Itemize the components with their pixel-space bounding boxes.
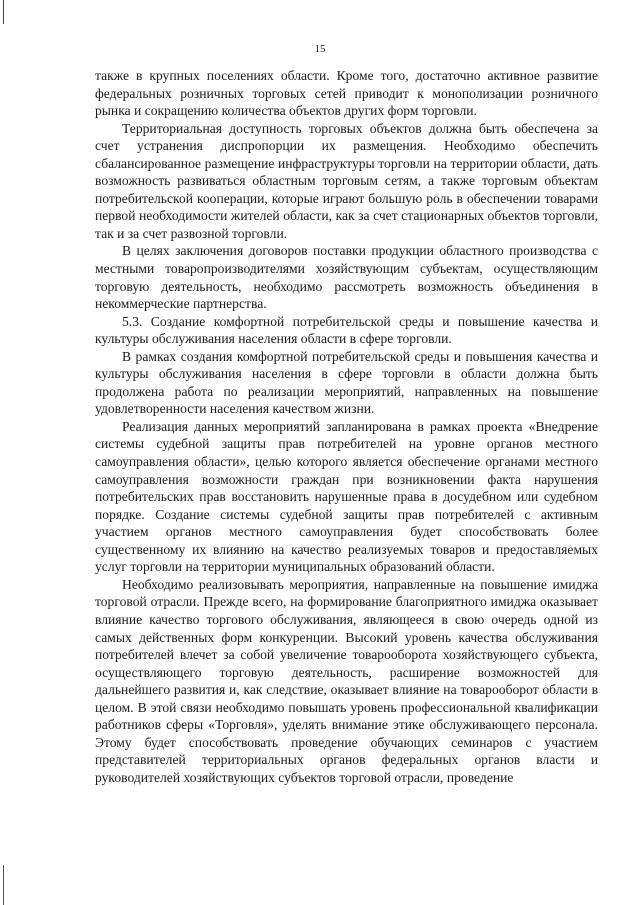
paragraph-consumer-environment: В рамках создания комфортной потребительской среды и повышения качества и культуры обслуживания населения в сфере торговли в области должна быть продолжена работа по реализации мероприятий, направленных на повышение удовлетворенности населения качеством жизни. <box>95 348 598 417</box>
document-body <box>95 67 598 786</box>
scan-edge-mark <box>3 0 4 24</box>
paragraph-continuation: также в крупных поселениях области. Кроме того, достаточно активное развитие федеральных розничных торговых сетей приводит к монополизации розничного рынка и сокращению количества объектов других форм торговли. <box>95 68 598 119</box>
page-number: 15 <box>314 43 326 55</box>
section-heading-5-3: 5.3. Создание комфортной потребительской среды и повышение качества и культуры обслуживания населения области в сфере торговли. <box>95 313 598 347</box>
scan-edge-mark-bottom <box>3 865 4 905</box>
paragraph-territorial-accessibility: Территориальная доступность торговых объектов должна быть обеспечена за счет устранения диспропорции их размещения. Необходимо обеспечить сбалансированное размещение инфраструктуры торговли на территории области, дать возможность развиваться областным торговым сетям, а также торговым объектам потребительской кооперации, которые играют большую роль в обеспечении товарами первой необходимости жителей области, как за счет стационарных объектов торговли, так и за счет развозной торговли. <box>95 120 598 241</box>
paragraph-project-implementation: Реализация данных мероприятий запланирована в рамках проекта «Внедрение системы судебной защиты прав потребителей на уровне органов местного самоуправления области», целью которого является обеспечение органами местного самоуправления возможности граждан при возникновении факта нарушения потребительских прав восстановить нарушенные права в досудебном или судебном порядке. Создание системы судебной защиты прав потребителей с активным участием органов местного самоуправления будет способствовать более существенному их влиянию на качество реализуемых товаров и предоставляемых услуг торговли на территории муниципальных образований области. <box>95 418 598 575</box>
paragraph-trade-image: Необходимо реализовывать мероприятия, направленные на повышение имиджа торговой отрасли. Прежде всего, на формирование благоприятного имиджа оказывает влияние качество торгового обслуживания, являющееся в свою очередь одной из самых действенных форм конкуренции. Высокий уровень качества обслуживания потребителей влечет за собой увеличение товарооборота хозяйствующего субъекта, осуществляющего торговую деятельность, расширение возможностей для дальнейшего развития и, как следствие, оказывает влияние на товарооборот области в целом. В этой связи необходимо повышать уровень профессиональной квалификации работников сферы «Торговля», уделять внимание этике обслуживающего персонала. Этому будет способствовать проведение обучающих семинаров с участием представителей территориальных органов федеральных органов власти и руководителей хозяйствующих субъектов торговой отрасли, проведение <box>95 576 598 785</box>
paragraph-supply-contracts: В целях заключения договоров поставки продукции областного производства с местными товаропроизводителями хозяйствующим субъектам, осуществляющим торговую деятельность, необходимо рассмотреть возможность объединения в некоммерческие партнерства. <box>95 243 598 312</box>
